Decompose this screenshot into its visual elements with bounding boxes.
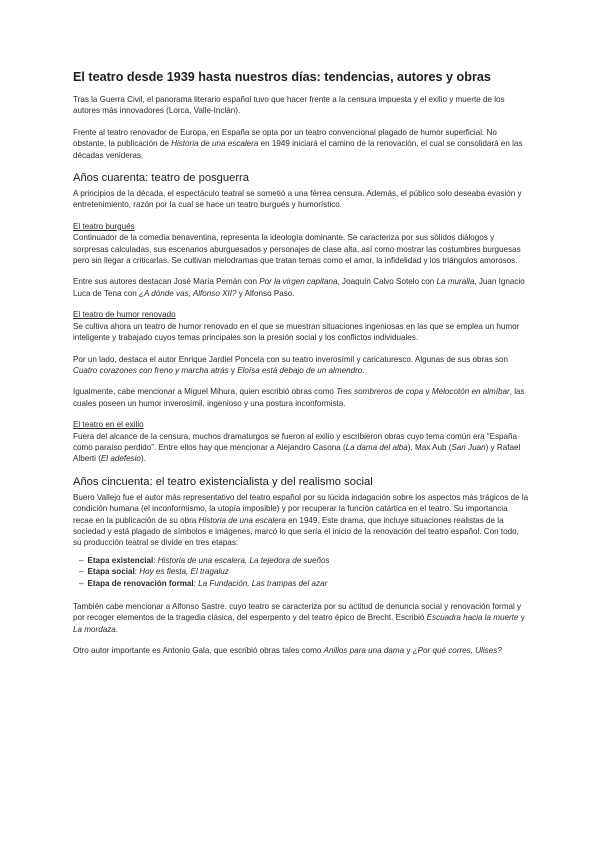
work-title: Hoy es fiesta, El tragaluz <box>139 567 229 577</box>
stage-label: Etapa social <box>87 567 135 577</box>
work-title: La dama del alba <box>345 442 408 452</box>
intro-paragraph <box>73 127 529 161</box>
text-run: Por un lado, destaca el autor Enrique Jardiel Poncela con su teatro inverosímil y caricaturesco. Algunas de sus obras son <box>73 354 509 364</box>
list-item: – Etapa de renovación formal: La Fundación, Las trampas del azar <box>79 578 529 589</box>
section-heading: Años cincuenta: el teatro existencialista y del realismo social <box>73 475 373 488</box>
stages-list <box>79 555 529 589</box>
page-title: El teatro desde 1939 hasta nuestros días: tendencias, autores y obras <box>73 70 491 84</box>
work-title: Anillos para una dama <box>323 646 405 656</box>
subsection-heading: El teatro burgués <box>73 221 135 231</box>
paragraph: Se cultiva ahora un teatro de humor renovado en el que se muestran situaciones ingeniosas en las que se emplea un humor inteligente y trabajado cuyos temas principales son la presión social y los conflictos individuales. <box>73 321 520 343</box>
work-title: Tres sombreros de copa <box>336 387 424 397</box>
paragraph: Continuador de la comedia benaventina, representa la ideología dominante. Se caracteriza por sus sólidos diálogos y sorpresas calculadas, sus escenarios aburguesados y personajes de clase alta, así como mostrar las costumbres burguesas pero sin llegar a criticarlas. Se cultivan melodramas que tratan temas como el amor, la infidelidad y los triángulos amorosos. <box>73 233 521 266</box>
text-run: ). <box>140 454 146 464</box>
work-title: Historia de una escalera <box>198 515 286 525</box>
work-title: Escuadra hacia la muerte <box>426 613 519 623</box>
text-run: Buero Vallejo fue el autor más representativo del teatro español por su lúcida indagación sobre los aspectos más trágicos de la condición humana (el inconformismo, la utopía imposible) y por recuperar la función catártica en el teatro. Su importancia recae en la publicación de su obra <box>73 492 529 525</box>
text-run: , Joaquín Calvo Sotelo con <box>337 277 437 287</box>
list-item: – Etapa social: Hoy es fiesta, El tragaluz <box>79 566 529 577</box>
work-title: Eloísa está debajo de un almendro <box>237 365 363 375</box>
text-run: . <box>115 624 118 634</box>
work-title: El adefesio <box>100 454 141 464</box>
stage-label: Etapa de renovación formal <box>87 578 194 588</box>
subsection-heading: El teatro de humor renovado <box>73 310 176 320</box>
text-run: y <box>518 613 525 623</box>
paragraph <box>73 276 529 299</box>
subsection-heading: El teatro en el exilio <box>73 420 144 430</box>
paragraph: A principios de la década, el espectáculo teatral se sometió a una férrea censura. Además, el público solo deseaba evasión y entretenimiento, razón por la cual se hace un teatro burgués y humorístico. <box>73 189 522 210</box>
work-title: La Fundación, Las trampas del azar <box>198 578 328 588</box>
paragraph <box>73 431 529 465</box>
text-run: ) y Rafael Alberti ( <box>73 442 521 464</box>
work-title: Cuatro corazones con freno y marcha atrás <box>73 365 229 375</box>
text-run: Igualmente, cabe mencionar a Miguel Mihura, quien escribió obras como <box>73 387 337 397</box>
text-run: ), Max Aub ( <box>407 442 452 452</box>
list-item: – Etapa existencial: Historia de una escalera, La tejedora de sueños <box>79 555 529 566</box>
text-run: , las cuales poseen un humor inverosímil, ingenioso y una postura inconformista. <box>73 387 525 408</box>
document-page <box>73 70 529 667</box>
work-title: Historia de una escalera, La tejedora de sueños <box>157 555 330 565</box>
paragraph <box>73 386 529 409</box>
text-run: , Juan Ignacio Luca de Tena con <box>73 277 525 298</box>
text-run: Frente al teatro renovador de Europa, en España se opta por un teatro convencional plagado de humor superficial. No obstante, la publicación de <box>73 127 497 149</box>
text-run: Otro autor importante es Antonio Gala, que escribió obras tales como <box>73 646 324 656</box>
paragraph <box>73 645 529 656</box>
text-run: Fuera del alcance de la censura, muchos dramaturgos se fueron al exilio y escribieron obras cuyo tema común era “España como paraíso perdido”. Entre ellos hay que mencionar a Alejandro Casona ( <box>73 431 518 452</box>
paragraph <box>73 492 529 549</box>
text-run: y <box>423 387 432 397</box>
text-run: y Alfonso Paso. <box>236 288 295 298</box>
text-run: en 1949. Este drama, que incluye situaciones realistas de la sociedad y está plagado de símbolos e imágenes, marcó lo que sería el inicio de la renovación del teatro español. Con todo, su producción teatral se divide en tres etapas: <box>73 515 519 548</box>
text-run: . <box>362 365 365 375</box>
stage-label: Etapa existencial <box>87 555 154 565</box>
intro-paragraph: Tras la Guerra Civil, el panorama literario español tuvo que hacer frente a la censura impuesta y el exilio y muerte de los autores más innovadores (Lorca, Valle-Inclán). <box>73 95 505 116</box>
work-title: La mordaza <box>73 624 116 634</box>
work-title: Melocotón en almíbar <box>431 387 510 397</box>
work-title: ¿Por qué corres, Ulises? <box>412 646 502 656</box>
paragraph <box>73 601 529 635</box>
paragraph <box>73 354 529 377</box>
text-run: en 1949 iniciará el camino de la renovación, el cual se consolidará en las décadas venideras. <box>73 139 523 160</box>
text-run: También cabe mencionar a Alfonso Sastre. cuyo teatro se caracteriza por su actitud de denuncia social y renovación formal y por recoger elementos de la tragedia clásica, del esperpento y del teatro épico de Brecht. Escribió <box>73 602 522 623</box>
work-title: La muralla <box>436 277 475 287</box>
work-title: San Juan <box>451 442 486 452</box>
work-title: Por la virgen capitana <box>259 277 338 287</box>
work-title: ¿A dónde vas, Alfonso XII? <box>139 288 237 298</box>
text-run: Entre sus autores destacan José María Pemán con <box>73 277 260 287</box>
section-heading: Años cuarenta: teatro de posguerra <box>73 172 250 185</box>
work-title: Historia de una escalera <box>171 139 259 149</box>
text-run: y <box>228 365 238 375</box>
text-run: y <box>404 646 413 656</box>
